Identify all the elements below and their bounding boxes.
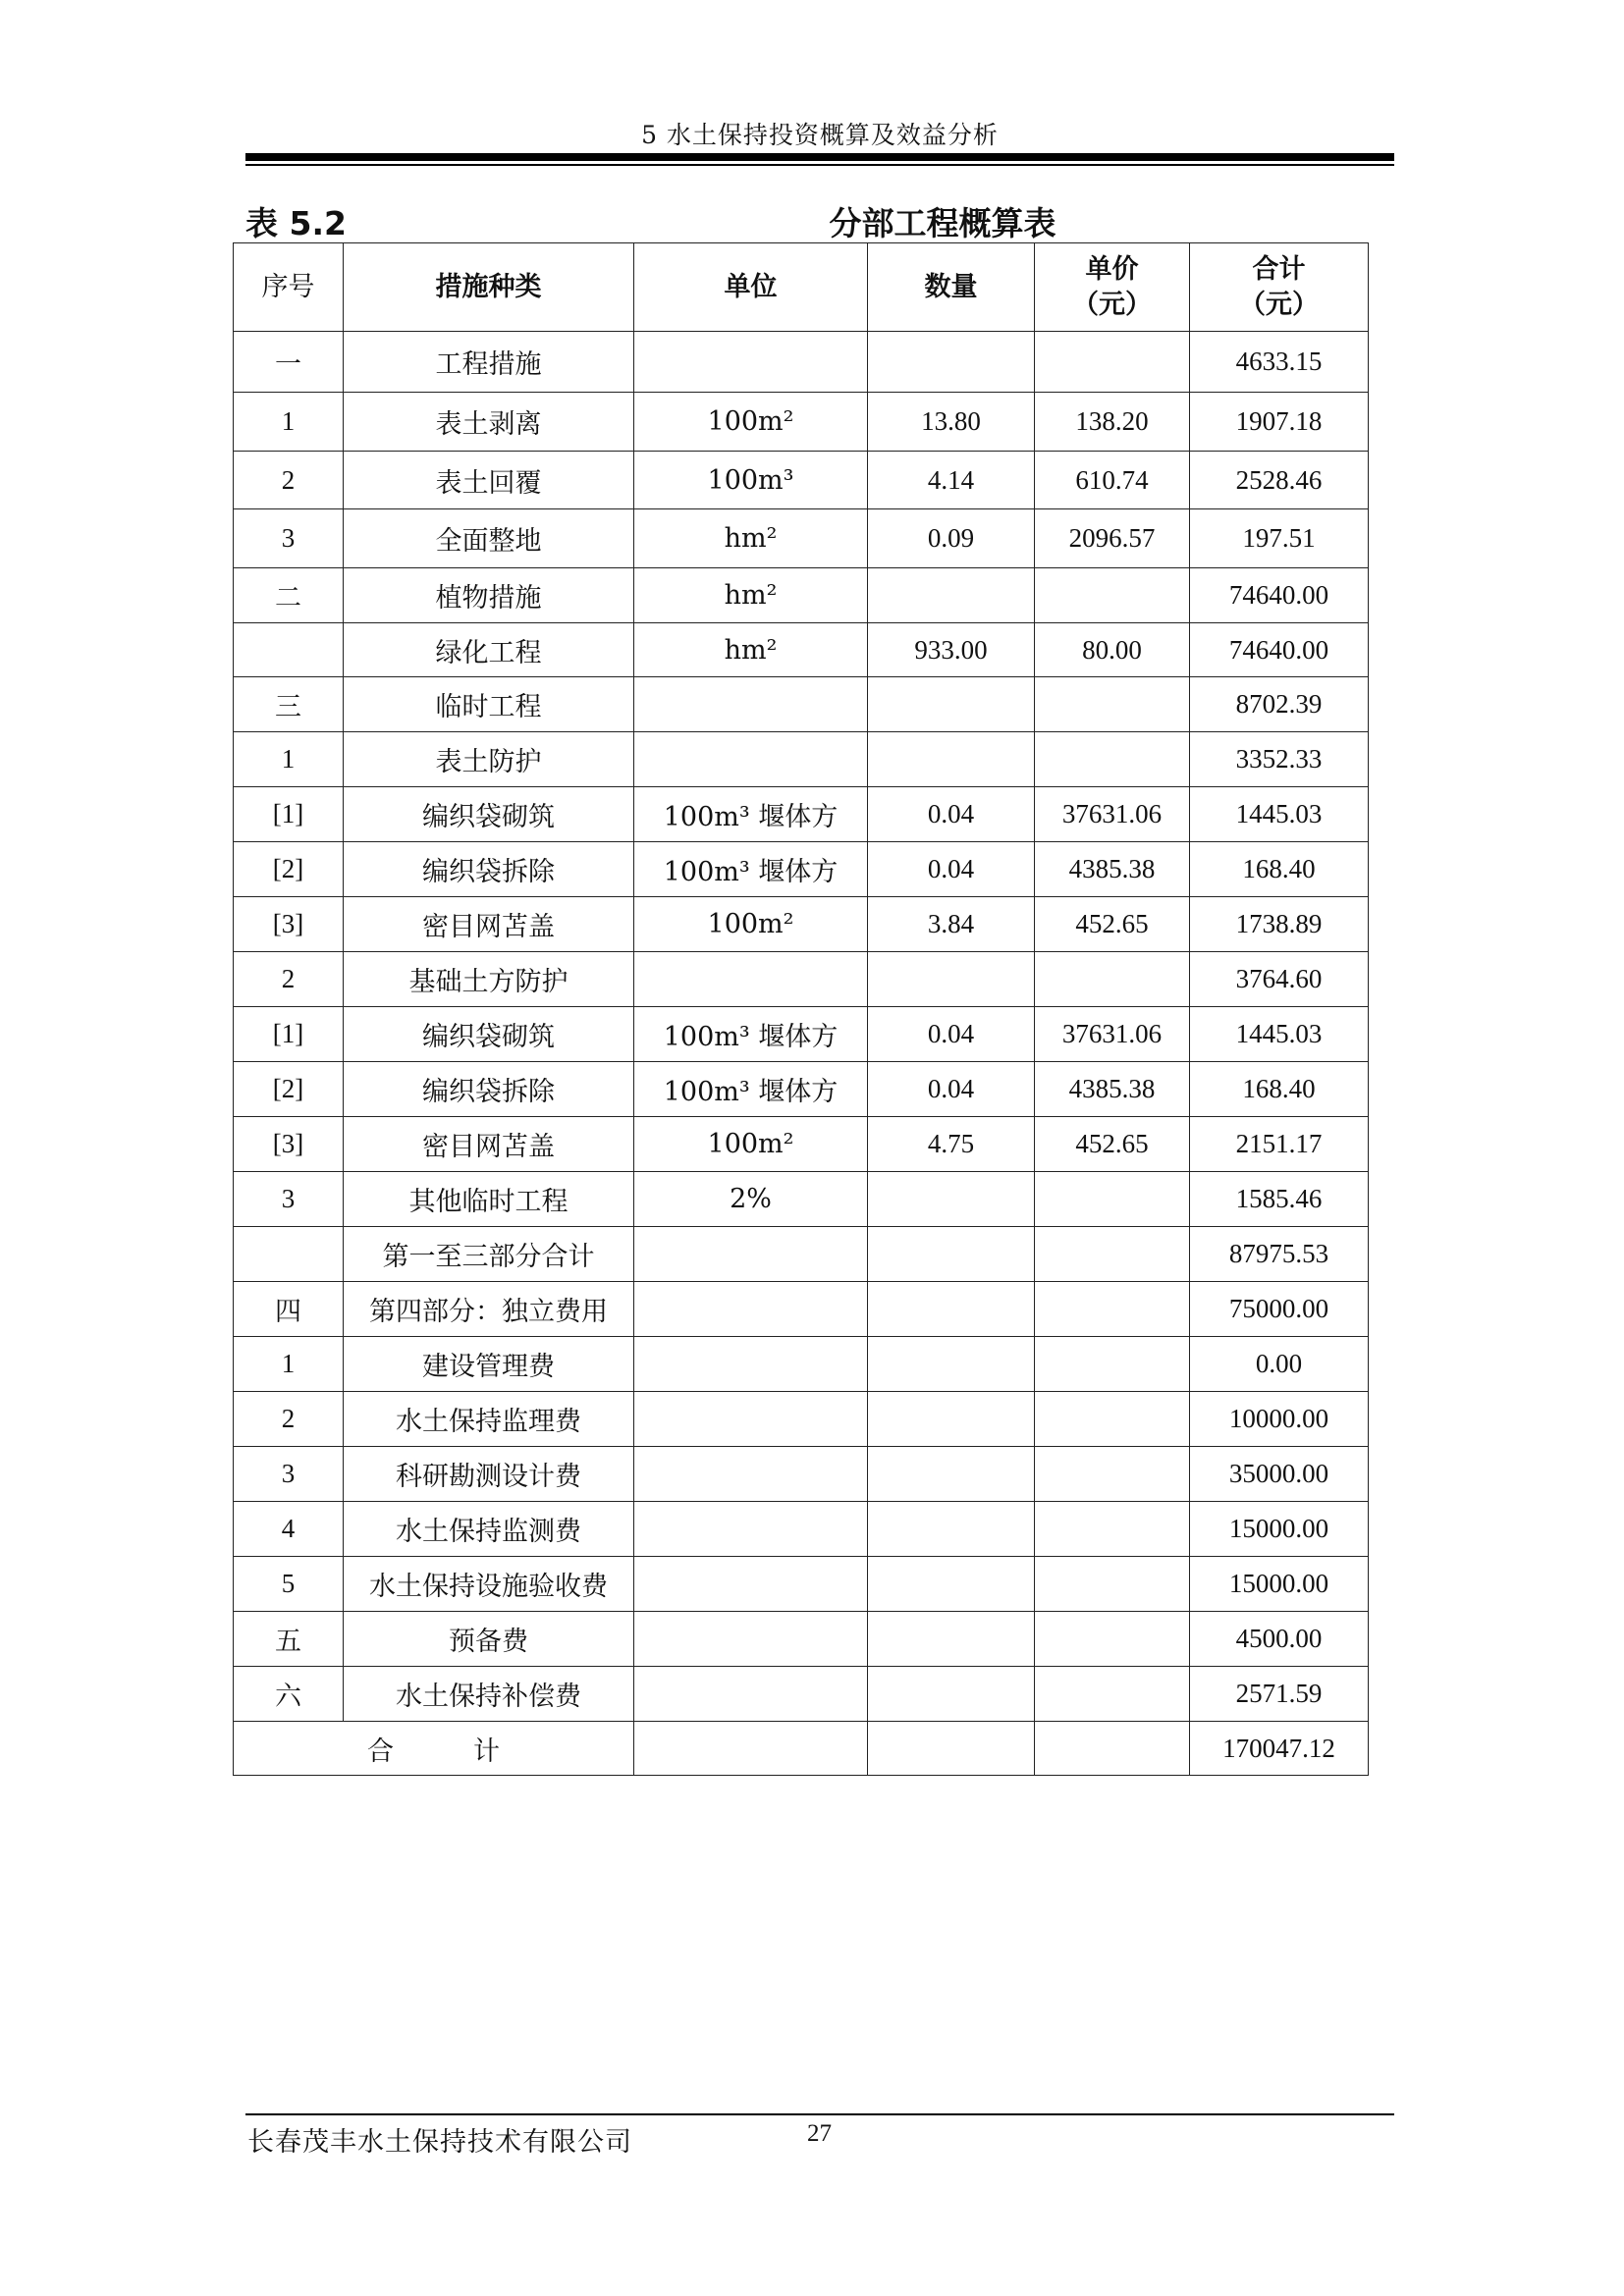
cell-total: 15000.00: [1190, 1502, 1369, 1557]
cell-price: [1035, 332, 1190, 393]
table-row: [234, 842, 1369, 897]
cell-unit: [634, 1667, 868, 1722]
cell-price: [1035, 568, 1190, 623]
header-rule-thin: [245, 164, 1394, 166]
cell-total: 3352.33: [1190, 732, 1369, 787]
cell-seq: 3: [234, 1447, 344, 1502]
cell-total: 1738.89: [1190, 897, 1369, 952]
cell-qty: 933.00: [868, 623, 1035, 677]
col-header-price-line2: （元）: [1072, 289, 1152, 320]
page-number: 27: [807, 2120, 832, 2147]
table-row: [234, 332, 1369, 393]
table-row: [234, 1337, 1369, 1392]
cell-unit: [634, 1392, 868, 1447]
cell-measure: 预备费: [344, 1612, 634, 1667]
cell-price: [1035, 1172, 1190, 1227]
cell-price: 37631.06: [1035, 1007, 1190, 1062]
cell-qty: [868, 1172, 1035, 1227]
col-header-unit: 单位: [634, 243, 868, 332]
table-row: [234, 1612, 1369, 1667]
cell-measure: 编织袋拆除: [344, 1062, 634, 1117]
cell-total: 2151.17: [1190, 1117, 1369, 1172]
cell-seq: 1: [234, 732, 344, 787]
cell-price: 138.20: [1035, 393, 1190, 452]
cell-total: 1445.03: [1190, 787, 1369, 842]
cell-price: 610.74: [1035, 452, 1190, 509]
cell-measure: 水土保持补偿费: [344, 1667, 634, 1722]
cell-unit: [634, 1502, 868, 1557]
cell-measure: 密目网苫盖: [344, 1117, 634, 1172]
cell-unit: 100m²: [634, 393, 868, 452]
cell-price: [1035, 1227, 1190, 1282]
table-row: [234, 1557, 1369, 1612]
cell-unit: [634, 1557, 868, 1612]
col-header-seq: 序号: [234, 243, 344, 332]
cell-total: 74640.00: [1190, 568, 1369, 623]
cell-seq: [3]: [234, 1117, 344, 1172]
cell-total: 168.40: [1190, 1062, 1369, 1117]
cell-seq: 六: [234, 1667, 344, 1722]
table-row: [234, 1667, 1369, 1722]
cell-measure: 编织袋砌筑: [344, 787, 634, 842]
cell-total: 168.40: [1190, 842, 1369, 897]
cell-unit: hm²: [634, 623, 868, 677]
cell-unit: [634, 732, 868, 787]
cell-qty: [868, 1502, 1035, 1557]
cell-measure: 其他临时工程: [344, 1172, 634, 1227]
cell-seq: 四: [234, 1282, 344, 1337]
cell-qty: [868, 1282, 1035, 1337]
cell-qty: [868, 677, 1035, 732]
table-row: [234, 1227, 1369, 1282]
col-header-total-line2: （元）: [1239, 289, 1319, 320]
cell-total: 74640.00: [1190, 623, 1369, 677]
col-header-qty: 数量: [868, 243, 1035, 332]
cell-price: [1035, 1392, 1190, 1447]
table-row: [234, 452, 1369, 509]
cell-qty: 0.09: [868, 509, 1035, 568]
cell-price: [1035, 732, 1190, 787]
table-row: [234, 509, 1369, 568]
col-header-price: [1035, 243, 1190, 332]
cell-qty: 0.04: [868, 1007, 1035, 1062]
cell-qty: [868, 1337, 1035, 1392]
cell-price: 80.00: [1035, 623, 1190, 677]
col-header-total-line1: 合计: [1252, 253, 1306, 285]
cell-total: 87975.53: [1190, 1227, 1369, 1282]
footer-rule: [245, 2113, 1394, 2115]
cell-measure: 基础土方防护: [344, 952, 634, 1007]
cell-measure: 第一至三部分合计: [344, 1227, 634, 1282]
cell-total: 1907.18: [1190, 393, 1369, 452]
col-header-measure: 措施种类: [344, 243, 634, 332]
total-unit: [634, 1722, 868, 1776]
cell-price: 452.65: [1035, 897, 1190, 952]
table-row: [234, 677, 1369, 732]
cell-total: 2528.46: [1190, 452, 1369, 509]
cell-qty: 4.14: [868, 452, 1035, 509]
cell-measure: 工程措施: [344, 332, 634, 393]
table-row: [234, 568, 1369, 623]
cell-total: 15000.00: [1190, 1557, 1369, 1612]
table-row: [234, 1502, 1369, 1557]
cell-qty: [868, 332, 1035, 393]
table-row: [234, 393, 1369, 452]
cell-measure: 第四部分：独立费用: [344, 1282, 634, 1337]
cell-unit: 100m³ 堰体方: [634, 787, 868, 842]
cell-unit: [634, 952, 868, 1007]
cell-total: 35000.00: [1190, 1447, 1369, 1502]
cell-total: 1445.03: [1190, 1007, 1369, 1062]
cell-measure: 水土保持监理费: [344, 1392, 634, 1447]
cell-price: [1035, 677, 1190, 732]
cell-price: [1035, 952, 1190, 1007]
cell-total: 3764.60: [1190, 952, 1369, 1007]
cell-price: 452.65: [1035, 1117, 1190, 1172]
cell-unit: [634, 1227, 868, 1282]
cell-seq: [2]: [234, 842, 344, 897]
cell-qty: [868, 952, 1035, 1007]
cell-total: 75000.00: [1190, 1282, 1369, 1337]
cell-total: 10000.00: [1190, 1392, 1369, 1447]
table-row: [234, 897, 1369, 952]
cell-qty: 0.04: [868, 842, 1035, 897]
cell-total: 4633.15: [1190, 332, 1369, 393]
cell-total: 2571.59: [1190, 1667, 1369, 1722]
cell-unit: [634, 1282, 868, 1337]
cell-qty: 3.84: [868, 897, 1035, 952]
cell-seq: 五: [234, 1612, 344, 1667]
cell-seq: [234, 623, 344, 677]
cell-measure: 表土防护: [344, 732, 634, 787]
cell-unit: hm²: [634, 568, 868, 623]
cell-seq: 1: [234, 393, 344, 452]
cell-measure: 临时工程: [344, 677, 634, 732]
cell-unit: 100m³ 堰体方: [634, 1062, 868, 1117]
cell-unit: hm²: [634, 509, 868, 568]
table-row: [234, 1172, 1369, 1227]
cell-measure: 植物措施: [344, 568, 634, 623]
total-row: [234, 1722, 1369, 1776]
cell-seq: 2: [234, 452, 344, 509]
cell-qty: [868, 1557, 1035, 1612]
cell-unit: [634, 677, 868, 732]
cell-unit: [634, 1447, 868, 1502]
cell-seq: 2: [234, 952, 344, 1007]
cell-seq: [1]: [234, 787, 344, 842]
cell-seq: [1]: [234, 1007, 344, 1062]
cell-total: 4500.00: [1190, 1612, 1369, 1667]
cell-price: [1035, 1447, 1190, 1502]
cell-price: [1035, 1612, 1190, 1667]
cell-unit: 100m³ 堰体方: [634, 842, 868, 897]
cell-measure: 表土剥离: [344, 393, 634, 452]
cell-qty: 0.04: [868, 787, 1035, 842]
table-body: [234, 332, 1369, 1722]
table-caption: 分部工程概算表: [829, 204, 1056, 242]
cell-qty: [868, 1447, 1035, 1502]
cell-qty: [868, 1667, 1035, 1722]
total-price: [1035, 1722, 1190, 1776]
cell-qty: [868, 1392, 1035, 1447]
cell-price: [1035, 1667, 1190, 1722]
total-label: 合 计: [234, 1722, 634, 1776]
header-row: [234, 243, 1369, 332]
cell-unit: [634, 332, 868, 393]
cell-total: 0.00: [1190, 1337, 1369, 1392]
cell-price: 4385.38: [1035, 1062, 1190, 1117]
cell-measure: 表土回覆: [344, 452, 634, 509]
cell-price: 2096.57: [1035, 509, 1190, 568]
cell-measure: 编织袋拆除: [344, 842, 634, 897]
total-amount: 170047.12: [1190, 1722, 1369, 1776]
cell-unit: 100m³ 堰体方: [634, 1007, 868, 1062]
table-number: 表 5.2: [245, 204, 347, 242]
cell-measure: 密目网苫盖: [344, 897, 634, 952]
cell-qty: 13.80: [868, 393, 1035, 452]
cell-total: 8702.39: [1190, 677, 1369, 732]
cell-unit: 100m²: [634, 1117, 868, 1172]
cell-seq: [2]: [234, 1062, 344, 1117]
cell-unit: 100m²: [634, 897, 868, 952]
cell-seq: 1: [234, 1337, 344, 1392]
cell-measure: 水土保持监测费: [344, 1502, 634, 1557]
budget-table: [233, 242, 1369, 1776]
cell-unit: [634, 1337, 868, 1392]
cell-qty: 0.04: [868, 1062, 1035, 1117]
cell-total: 197.51: [1190, 509, 1369, 568]
cell-seq: [234, 1227, 344, 1282]
cell-price: 37631.06: [1035, 787, 1190, 842]
cell-measure: 水土保持设施验收费: [344, 1557, 634, 1612]
cell-price: [1035, 1557, 1190, 1612]
cell-price: 4385.38: [1035, 842, 1190, 897]
table-row: [234, 787, 1369, 842]
cell-measure: 科研勘测设计费: [344, 1447, 634, 1502]
cell-seq: 2: [234, 1392, 344, 1447]
cell-qty: [868, 1612, 1035, 1667]
cell-seq: 3: [234, 509, 344, 568]
cell-measure: 建设管理费: [344, 1337, 634, 1392]
table-row: [234, 1007, 1369, 1062]
table-row: [234, 952, 1369, 1007]
total-qty: [868, 1722, 1035, 1776]
table-row: [234, 1282, 1369, 1337]
cell-measure: 全面整地: [344, 509, 634, 568]
cell-unit: [634, 1612, 868, 1667]
cell-qty: [868, 732, 1035, 787]
cell-price: [1035, 1502, 1190, 1557]
table-row: [234, 1117, 1369, 1172]
cell-total: 1585.46: [1190, 1172, 1369, 1227]
cell-unit: 2%: [634, 1172, 868, 1227]
running-header: 5 水土保持投资概算及效益分析: [641, 121, 999, 149]
cell-price: [1035, 1337, 1190, 1392]
cell-seq: 4: [234, 1502, 344, 1557]
header-rule-thick: [245, 153, 1394, 161]
cell-seq: [3]: [234, 897, 344, 952]
cell-measure: 绿化工程: [344, 623, 634, 677]
cell-qty: 4.75: [868, 1117, 1035, 1172]
table-row: [234, 1447, 1369, 1502]
cell-qty: [868, 1227, 1035, 1282]
footer-company: 长春茂丰水土保持技术有限公司: [247, 2127, 632, 2158]
cell-seq: 三: [234, 677, 344, 732]
cell-qty: [868, 568, 1035, 623]
cell-seq: 5: [234, 1557, 344, 1612]
cell-price: [1035, 1282, 1190, 1337]
cell-seq: 一: [234, 332, 344, 393]
cell-seq: 3: [234, 1172, 344, 1227]
table-row: [234, 1392, 1369, 1447]
table-row: [234, 1062, 1369, 1117]
table-row: [234, 623, 1369, 677]
col-header-total: [1190, 243, 1369, 332]
cell-measure: 编织袋砌筑: [344, 1007, 634, 1062]
cell-seq: 二: [234, 568, 344, 623]
cell-unit: 100m³: [634, 452, 868, 509]
table-row: [234, 732, 1369, 787]
col-header-price-line1: 单价: [1085, 253, 1139, 285]
